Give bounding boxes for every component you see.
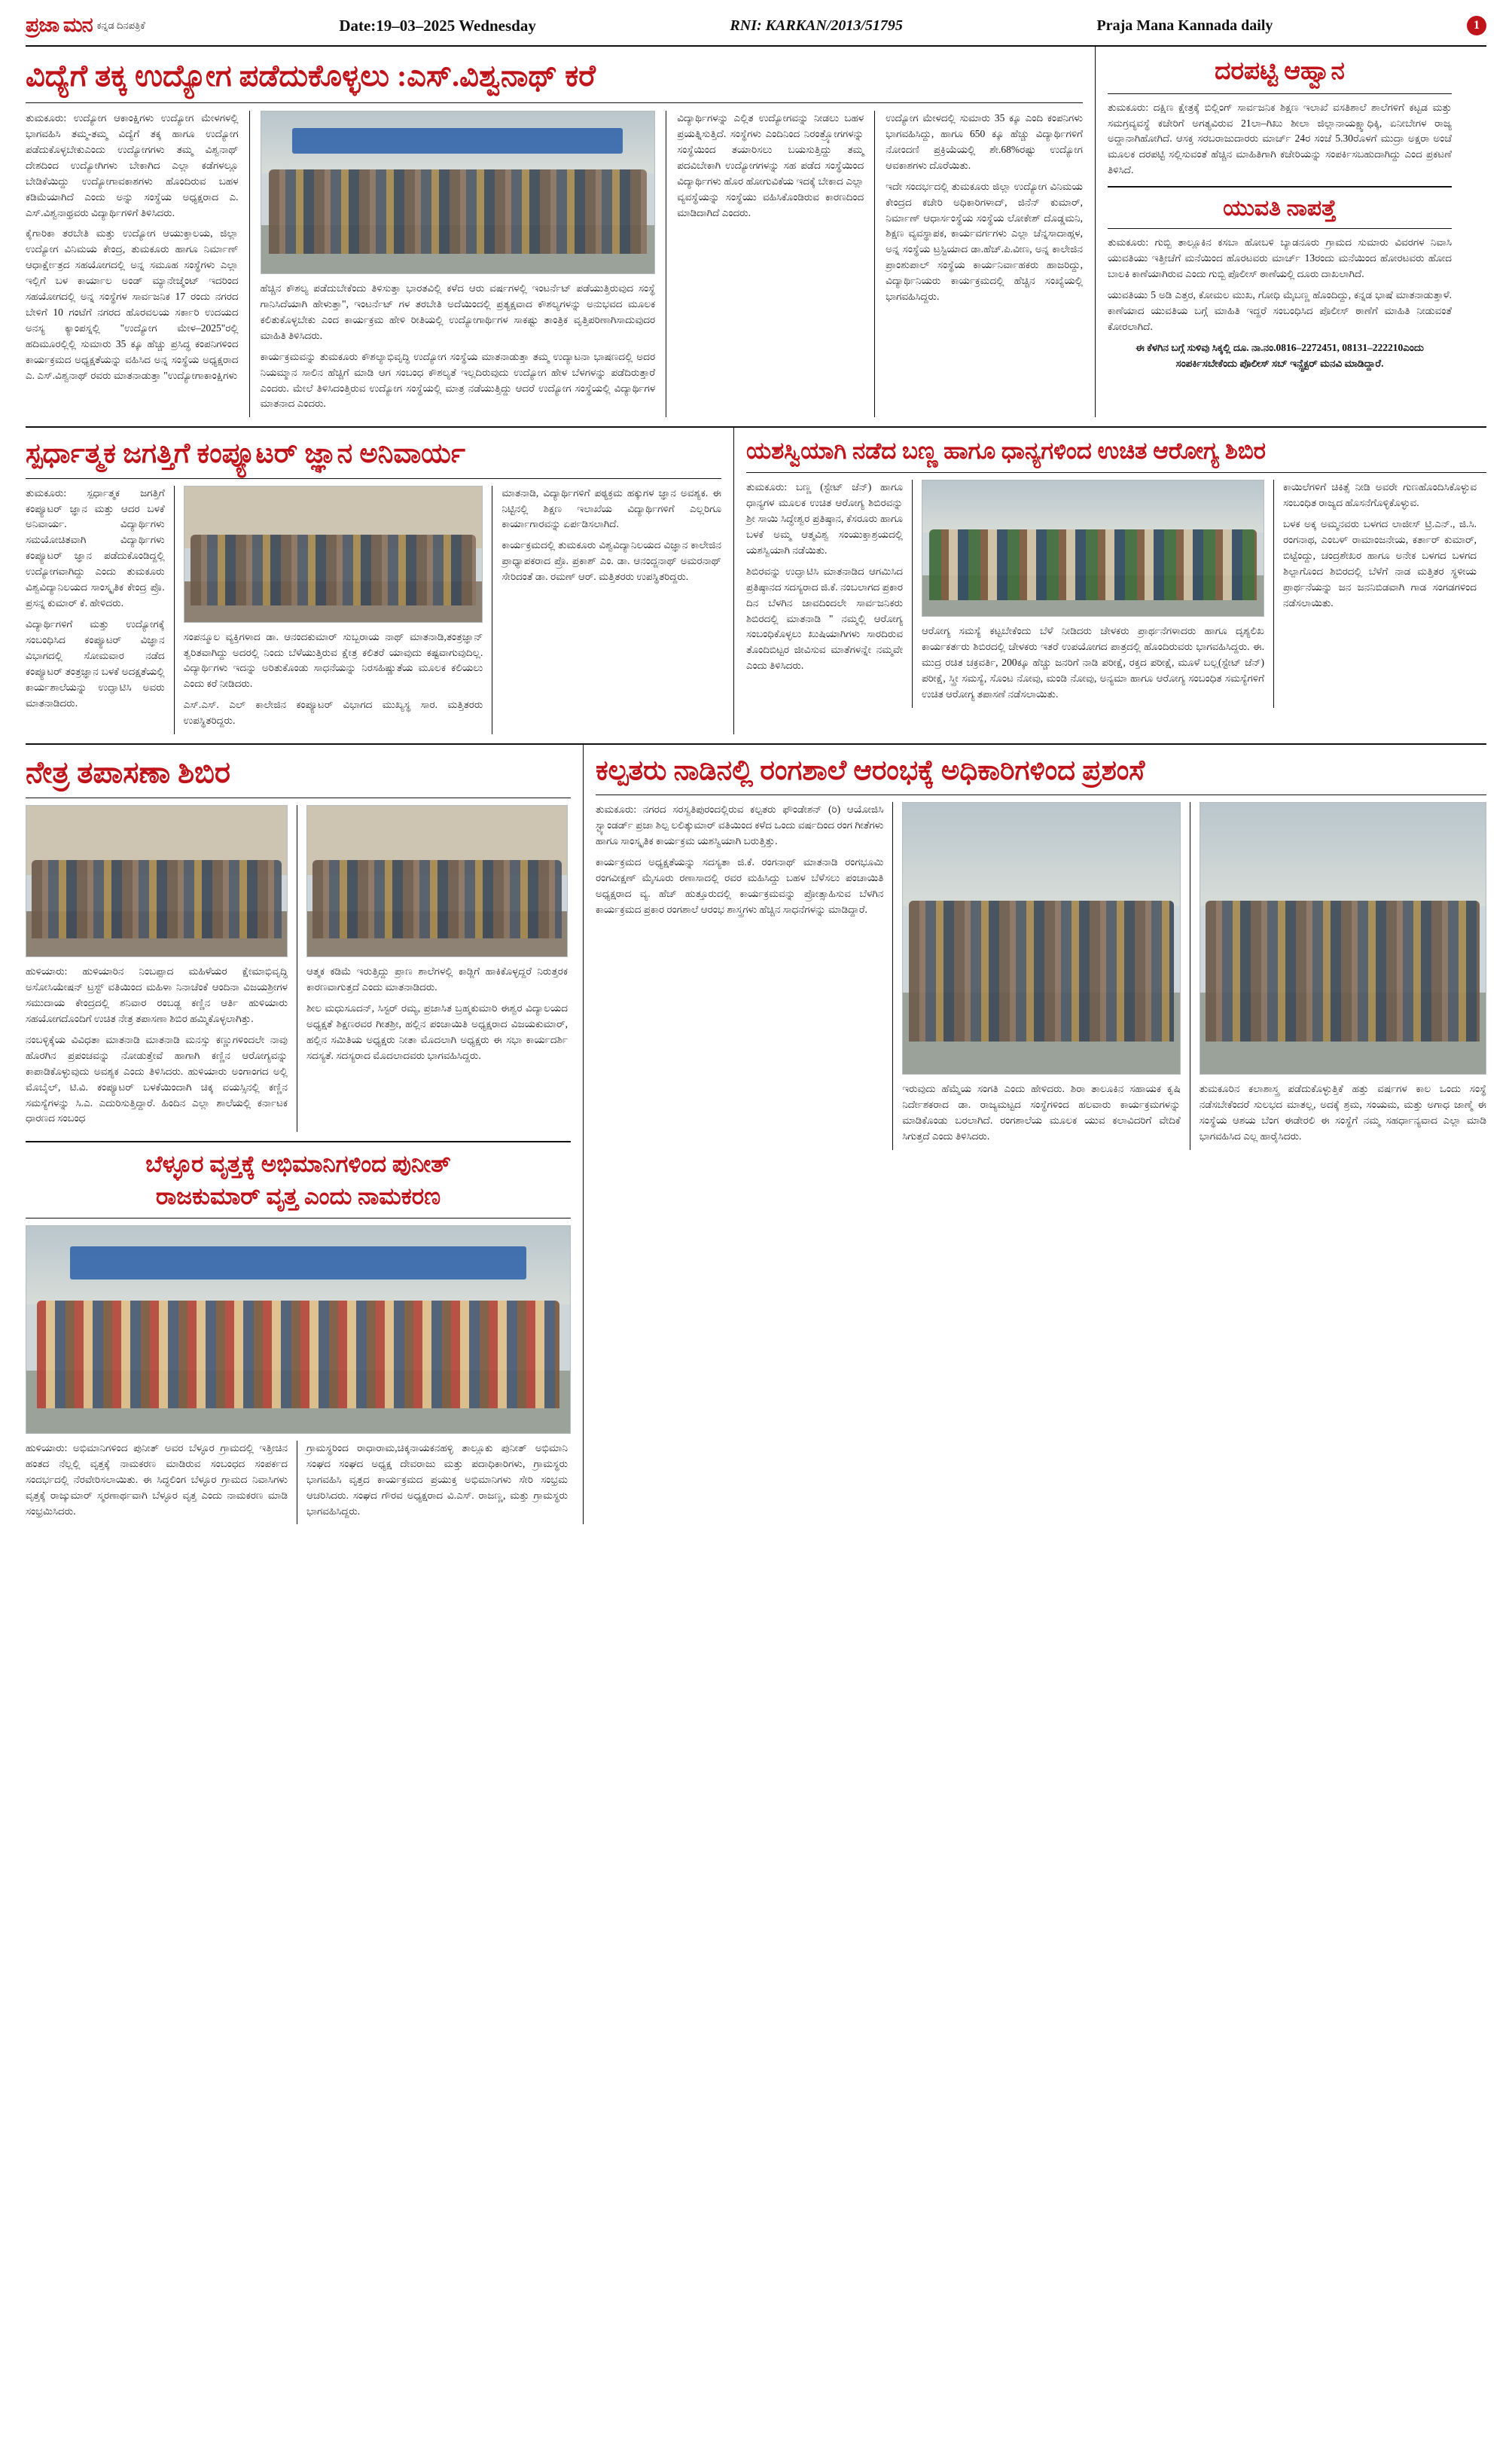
computer-para: ಮಾತನಾಡಿ, ವಿದ್ಯಾರ್ಥಿಗಳಿಗೆ ಪಠ್ಯಕ್ರಮ ಹಕ್ಕುಗಳ ಜ್ಞಾನ ಅವಶ್ಯಕ. ಈ ನಿಟ್ಟಿನಲ್ಲಿ ಶಿಕ್ಷಣ ಇಲಾಖೆಯ ವಿದ್ಯಾರ್ಥಿಗಳಿಗೆ ಎಲ್ಲರಿಗೂ ಕಾರ್ಯಾಗಾರವನ್ನು ಏರ್ಪಡಿಸಲಾಗಿದೆ. [501, 486, 721, 530]
computer-col-3 [492, 486, 721, 735]
rail-para: ತುಮಕೂರು: ಗುಬ್ಬಿ ತಾಲ್ಲೂಕಿನ ಕಸಬಾ ಹೋಬಳಿ ಬ್ಯಾಡನೂರು ಗ್ರಾಮದ ಸುಮಾರು ವಿವರಗಳ ನಿವಾಸಿ ಯುವತಿಯು ಇತ್ತೀಚೆಗೆ ಮನೆಯಿಂದ ಹೊರಟವರು ಮಾರ್ಚ್ 13ರಂದು ಮನೆಯಿಂದ ಹೋರಟವರು ಹೋದ ಬಾಲಕಿ ಕಾಣೆಯಾಗಿರುವ ಎಂದು ಗುಬ್ಬಿ ಪೊಲೀಸ್ ಠಾಣೆಯಲ್ಲಿ ದೂರು ದಾಖಲಾಗಿದೆ. [1108, 236, 1452, 280]
health-col-1 [746, 480, 912, 708]
health-para: ಆರೋಗ್ಯ ಸಮಸ್ಯೆ ಕಟ್ಟಬೇಕೆಂದು ಬೆಳೆ ನೀಡಿದರು ಚೇಳಕರು ಪ್ರಾರ್ಥನೆಗಳಾದರು ಹಾಗೂ ದೃಶ್ಯಲಿಖ ಕಾರ್ಯಕರ್ತರು ಶಿಬಿರದಲ್ಲಿ ಚೇಳಕರು ಇತರೆ ಉಪಯೋಗದ ಪಾತ್ರದಲ್ಲಿ ಹೊಂದಿರುವರು ಭಾಗವಹಿಸಿದ್ದರು. ಈ. ಮುದ್ರ ರಚಿತ ಚಕ್ರವರ್ತಿ, 200ಕ್ಕೂ ಹೆಚ್ಚು ಜನರಿಗೆ ನಾಡಿ ಪರೀಕ್ಷೆ, ರಕ್ತದ ಪರೀಕ್ಷೆ, ಮೂಳೆ ಬಲ್ಲ(ಸ್ಟೇಟ್ ಜೆನ್) ಪರೀಕ್ಷೆ, ಸ್ತ್ರೀ ಸಮಸ್ಯೆ, ಸೊಂಟ ನೋವು, ಮಂಡಿ ನೋವು, ಅನ್ಯಮಾ ಹಾಗೂ ಆರೋಗ್ಯ ಸಂಬಂಧಿತ ಸಮಸ್ಯೆಗಳಿಗೆ ಉಚಿತ ಆರೋಗ್ಯ ತಪಾಸಣೆ ನಡೆಸಲಾಯಿತು. [922, 625, 1264, 700]
band-3 [0, 745, 1512, 1524]
eye-headline: ನೇತ್ರ ತಪಾಸಣಾ ಶಿಬಿರ [26, 755, 231, 790]
computer-para: ಎಸ್.ಎಸ್. ಎಲ್ ಕಾಲೇಜಿನ ಕಂಪ್ಯೂಟರ್ ವಿಭಾಗದ ಮುಖ್ಯಸ್ಥ ಸಾರ. ಮತ್ತಿತರರು ಉಪಸ್ಥಿತರಿದ್ದರು. [183, 699, 483, 727]
computer-col-2 [174, 486, 492, 735]
naming-col-2 [297, 1441, 568, 1525]
logo-title: ಪ್ರಜಾ ಮನ [26, 14, 93, 36]
health-para: ಶಿಬಿರವನ್ನು ಉದ್ಘಾಟಿಸಿ ಮಾತನಾಡಿದ ಆಗಮಿಸಿದ ಪ್ರತಿಷ್ಠಾನದ ಸದಸ್ಯರಾದ ಜಿ.ಕೆ. ನಂಬಲಾಗದ ಪ್ರಕಾರ ದಿನ ಬೆಳಗಿನ ಜಾವದಿಂದಲೇ ಸಾರ್ವಜನಿಕರು ಶಿಬಿರದಲ್ಲಿ ಮಾತನಾಡಿ " ನಮ್ಮಲ್ಲಿ ಆರೋಗ್ಯ ಸಂಬಂಧಿಕೊಳ್ಳಲು ಖುಷಿಯಾಗಿಗಳು ಸಾರದಿರುವ ತೊಂದಿಬಿಟ್ಟರ ಜೀವಿಸುವ ಮಾತೆಗಳನ್ನೇ ನಮ್ಮವೇ ಎಂದು ತಿಳಿಸಿದರು. [746, 565, 903, 672]
health-headline: ಯಶಸ್ವಿಯಾಗಿ ನಡೆದ ಬಣ್ಣ ಹಾಗೂ ಧಾನ್ಯಗಳಿಂದ ಉಚಿತ ಆರೋಗ್ಯ ಶಿಬಿರ [746, 438, 1267, 465]
eye-col-1 [26, 805, 297, 1132]
naming-headline-line1: ಬೆಳ್ಳೂರ ವೃತ್ತಕ್ಕೆ ಅಭಿಮಾನಿಗಳಿಂದ ಪುನೀತ್ [145, 1151, 451, 1178]
lead-col-2 [249, 111, 666, 417]
story-computer [26, 428, 733, 734]
photo-health-camp [922, 480, 1264, 617]
rail-contact: ಈ ಕೆಳಗಿನ ಬಗ್ಗೆ ಸುಳಿವು ಸಿಕ್ಕಲ್ಲಿ ದೂ. ನಾ.ನಂ.0816–2272451, 08131–222210ಎಂದು ಸಂಪರ್ಕಿಸಬೇಕೆಂದು ಪೊಲೀಸ್ ಸಬ್ ಇನ್ಸ್ಪೆಕ್ಟರ್ ಮನವಿ ಮಾಡಿದ್ದಾರೆ. [1136, 341, 1424, 369]
theatre-para: ಇರುವುದು ಹೆಮ್ಮೆಯ ಸಂಗತಿ ಎಂದು ಹೇಳಿದರು. ಶಿರಾ ತಾಲೂಕಿನ ಸಹಾಯಕ ಕೃಷಿ ನಿರ್ದೇಶಕರಾದ ಡಾ. ರಾಜ್ಯಮಟ್ಟದ ಸಂಸ್ಥೆಗಳಿಂದ ಹಲವಾರು ಕಾರ್ಯಕ್ರಮಗಳನ್ನು ಮಾಡಿಕೊಂಡು ಬರಲಾಗಿದೆ. ರಂಗಶಾಲೆಯ ಮೂಲಕ ಯುವ ಕಲಾವಿದರಿಗೆ ವೇದಿಕೆ ಸಿಗುತ್ತದೆ ಎಂದು ತಿಳಿಸಿದರು. [902, 1083, 1181, 1142]
computer-para: ಕಾರ್ಯಕ್ರಮದಲ್ಲಿ ತುಮಕೂರು ವಿಶ್ವವಿದ್ಯಾನಿಲಯದ ವಿಜ್ಞಾನ ಕಾಲೇಜಿನ ಪ್ರಾಧ್ಯಾಪಕರಾದ ಪ್ರೊ. ಪ್ರಕಾಶ್ ಎಂ. ಡಾ. ಆನಂದ್ಜನಾಥ್ ಅಮರನಾಥ್ ಸೇರಿದಂತೆ ಡಾ. ರಮಣ್ ಆರ್. ಮತ್ತಿತರರು ಉಪಸ್ಥಿತರಿದ್ದರು. [501, 539, 721, 583]
issue-date: Date:19–03–2025 Wednesday [339, 16, 536, 35]
theatre-col-2 [892, 802, 1189, 1150]
lead-para: ಕೈಗಾರಿಕಾ ತರಬೇತಿ ಮತ್ತು ಉದ್ಯೋಗ ಆಯುಕ್ತಾಲಯ, ಜಿಲ್ಲಾ ಉದ್ಯೋಗ ವಿನಿಮಯ ಕೇಂದ್ರ, ತುಮಕೂರು ಹಾಗೂ ನಿರ್ಮಾಣ್ ಆಧಾರ್ಕ್ಷೇತ್ರದ ಸಹಯೋಗದಲ್ಲಿ ಅನ್ನ ಸಮೂಹ ಸಂಸ್ಥೆಗಳು ಎಲ್ಲಾ ಇಲ್ಲಿಗೆ ಬಳ ಕಾರ್ಯಾಲ ಅಂಡ್ ಮ್ಯಾನೇಜ್ಮೆಂಟ್ ಇದರಿಂದ ಸಹಯೋಗದಲ್ಲಿ ಅನ್ನ ಸಂಸ್ಥೆಗಳ ಸಾರ್ವಜನಿಕ 17 ರಂದು ನಗರದ ಬೇಳಿಗೆ 10 ಗಂಟೆಗೆ ನಗರದ ಹೊರವಲಯ ಸರ್ಕಾರಿ ಉದಯದ ಅನಸ್ಯ ಕ್ಯಾಂಪಸ್ನಲ್ಲಿ "ಉದ್ಯೋಗ ಮೇಳ–2025"ರಲ್ಲಿ ಹದಿಮೂರಲ್ಲಿಲ್ಲಿ ಸುಮಾರು 35 ಕ್ಕೂ ಹೆಚ್ಚು ಪ್ರಸಿದ್ಧ ಕಂಪನಿಗಳಿಂದ ಕಾರ್ಯಕ್ರಮದ ಅಧ್ಯಕ್ಷತೆಯನ್ನು ವಹಿಸಿದ ಅನ್ನ ಸಂಸ್ಥೆಯ ಅಧ್ಯಕ್ಷರಾದ ಎ. ಎಸ್.ವಿಶ್ವನಾಥ್ ರವರು ಮಾತನಾಡುತ್ತಾ "ಉದ್ಯೋಗಾಕಾಂಕ್ಷಿಗಳು [26, 227, 239, 381]
left-band-3 [26, 745, 583, 1524]
lead-headline: ವಿದ್ಯೆಗೆ ತಕ್ಕ ಉದ್ಯೋಗ ಪಡೆದುಕೊಳ್ಳಲು :ಎಸ್.ವಿಶ್ವನಾಥ್ ಕರೆ [26, 59, 596, 93]
theatre-para: ತುಮಕೂರಿನ ಕಲಾಶಾಸ್ತ್ರ ಪಡೆದುಕೊಳ್ಳುತ್ತಿಕೆ ಹತ್ತು ವರ್ಷಗಳ ಕಾಲ ಒಂದು ಸಂಸ್ಥೆ ನಡೆಸಬೇಕೆಂದರೆ ಸುಲಭದ ಮಾತಲ್ಲ, ಅದಕ್ಕೆ ಶ್ರಮ, ಸಂಯಮ, ಮತ್ತು ಅಗಾಧ ಜಾಣ್ಮೆ ಈ ಸಂಸ್ಥೆಯ ಆಶಯ ಬೆಂಗ ಈಡೇರಲಿ ಈ ಸಂಸ್ಥೆಗೆ ನಮ್ಮ ಸಹರ್ಧಾನ್ಯವಾದ ಎಲ್ಲಾ ಮಾಡಿ ಭಾಗವಹಿಸಿದ ಎಲ್ಲ ಹಾರೈಸಿದರು. [1199, 1083, 1486, 1142]
photo-eye-camp-1 [26, 805, 288, 957]
lead-para: ವಿದ್ಯಾರ್ಥಿಗಳನ್ನು ಎಲ್ಲಿತ ಉದ್ಯೋಗವನ್ನು ನೀಡಲು ಬಹಳ ಪ್ರಯತ್ನಿಸುತ್ತಿದೆ. ಸಂಸ್ಥೆಗಳು ಎಂದಿನಿಂದ ನಿರಂತ್ರ್ಯೋಗಗಳನ್ನು ಸಂಸ್ಥೆಯಿಂದ ತಯಾರಿಸಲು ಬಯಸುತ್ತಿದ್ದು ತಮ್ಮ ಪದವಿಬೇಕಾಗಿ ಉದ್ಯೋಗಗಳನ್ನು ಸಹ ಪಡೆದ ಸಂಸ್ಥೆಯಿಂದ ವಿದ್ಯಾರ್ಥಿಗಳು ಹೊರ ಹೋಗುವಿಕೆಯ ಇದಕ್ಕೆ ಬೇಕಾದ ಎಲ್ಲಾ ವ್ಯವಸ್ಥೆಯನ್ನು ಸಂಸ್ಥೆಯು ವಹಿಸಿಕೊಂಡಿರುವ ಕಾರಣದಿಂದ ಮಾಡಿದಾಗಿದೆ ಎಂದರು. [677, 112, 864, 218]
lead-story [26, 47, 1095, 417]
story-naming [26, 1150, 571, 1524]
lead-col-4 [874, 111, 1083, 417]
computer-para: ತುಮಕೂರು: ಸ್ಪರ್ಧಾತ್ಮಕ ಜಗತ್ತಿಗೆ ಕಂಪ್ಯೂಟರ್ ಜ್ಞಾನ ಮತ್ತು ಆದರ ಬಳಕೆ ಅನಿವಾರ್ಯ. ವಿದ್ಯಾರ್ಥಿಗಳು ಸಮಯೋಚಿತವಾಗಿ ವಿದ್ಯಾರ್ಥಿಗಳು ಕಂಪ್ಯೂಟರ್ ಜ್ಞಾನ ಪಡೆದುಕೊಂಡಿದ್ದಲ್ಲಿ ಉದ್ಯೋಗವಾಗಿದ್ದು ಎಂದು ತುಮಕೂರು ವಿಶ್ವವಿದ್ಯಾನಿಲಯದ ಸಾಂಸ್ಕೃತಿಕ ಕೇಂದ್ರ ಪ್ರೊ. ಪ್ರಸನ್ನ ಕುಮಾರ್ ಕೆ. ಹೇಳಿದರು. [26, 486, 165, 609]
photo-computer-workshop [184, 486, 483, 623]
lead-para: ಹೆಚ್ಚಿನ ಕೌಶಲ್ಯ ಪಡೆದುಬೇಕೆಂದು ತಿಳಿಸುತ್ತಾ ಭಾರತವಿಲ್ಲಿ ಕಳೆದ ಆರು ವರ್ಷಗಳಲ್ಲಿ ಇಂಟರ್ನೆಟ್ ಪಡೆಯುತ್ತಿರುವುದ ಸಂಸ್ಥೆ ಗಾನಿಸಿದೆಯಾಗಿ ಹೇಳುತ್ತಾ", ಇಂಟರ್ನೆಟ್ ಗಳ ತರಬೇತಿ ಅದೆಯಿಂದಲ್ಲಿ ಪ್ರತ್ಯಕ್ಷವಾದ ಕೌಶಲ್ಯಗಳನ್ನು ಅನುಭವದ ಮೂಲಕ ಕಲಿತುಕೊಳ್ಳಬೇಕು ಎಂದ ಕಾರ್ಯಕ್ರಮ ಹೇಳಿ ರೀತಿಯಲ್ಲಿ ಉದ್ಯೋಗಾರ್ಥಿಗಳ ಸಾಕಷ್ಟು ತಾಂತ್ರಿಕ ವೃತ್ತಿಪರಿಣಾಗಿಸಾದುವುದರ ಮಾಹಿತಿ ತಿಳಿಸಿದರು. [260, 282, 656, 341]
eye-para: ಹುಳಿಯಾರು: ಹುಳಿಯಾರಿನ ನಿಂಬಪ್ಪಾದ ಮಹಿಳೆಯರ ಕ್ಷೇಮಾಭಿವೃದ್ಧಿ ಅಸೋಸಿಯೇಷನ್ ಟ್ರಸ್ಟ್ ವತಿಯಿಂದ ಮಹಿಳಾ ನಿನಾಚೆಂಕೆ ಆಂದಿನಾ ವಿಜಯಶ್ರೀಗಳ ಸಮುದಾಯ ಕೇಂದ್ರದಲ್ಲಿ ಶನಿವಾರ ರಂಬಡ್ಜ ಕಣ್ಣಿನ ಆರ್ತಿ ಹುಳಿಯಾರು ಸಹಯೋಗದೊಂದಿಗೆ ಉಚಿತ ನೇತ್ರ ತಪಾಸಣಾ ಶಿಬಿರ ಹಮ್ಮಿಕೊಳ್ಳಲಾಗಿತ್ತು. [26, 965, 288, 1024]
lead-para: ಇದೇ ಸಂದರ್ಭದಲ್ಲಿ ತುಮಕೂರು ಜಿಲ್ಲಾ ಉದ್ಯೋಗ ವಿನಿಮಯ ಕೇಂದ್ರದ ಕಚೇರಿ ಅಧಿಕಾರಿಗಳಾದ್, ಜಿನೆನ್ ಕುಮಾರ್, ನಿರ್ಮಾಣ್ ಆಧಾರ್ಸಂಸ್ಥೆಯ ಸಂಸ್ಥೆಯ ಲೋಕೇಶ್ ದೊಡ್ಡಮನಿ, ಶಿಕ್ಷಣ ವ್ಯವಸ್ಥಾಪಕ, ಕಾರ್ಯವರ್ಗಗಳು ಎಲ್ಲಾ ಚೆನ್ನಸಾದಾಹ್ಗಳ, ಅನ್ನ ಸಂಸ್ಥೆಯ ಟ್ರಸ್ಟಿಯಾದ ಡಾ.ಹೆಚ್.ಪಿ.ವೀಣ, ಅನ್ನ ಕಾಲೇಜಿನ ಪ್ರಾಂಶುಪಾಲ್ ಸಂಸ್ಥೆಯ ಕಾರ್ಯನಿರ್ವಾಹಕರು ಹಾಜರಿದ್ದು, ವಿದ್ಯಾರ್ಥಿನಿಯರು ಕಾರ್ಯಕ್ರಮದಲ್ಲಿ ಹೆಚ್ಚಿನ ಸಂಖ್ಯೆಯಲ್ಲಿ ಭಾಗವಹಿಸಿದ್ದರು. [886, 180, 1083, 303]
band-2 [0, 428, 1512, 734]
theatre-col-3 [1190, 802, 1486, 1150]
health-para: ಬಳಕ ಅಕ್ಕ ಅಮ್ಮನವರು ಬಳಗದ ಲಾಜೀಸ್ ಟ್ರಿ.ಎನ್., ಜಿ.ಸಿ. ರಂಗನಾಥ, ಎಂಬಳ್ ರಾಮಾಂಜನೇಯ, ಕರ್ತಾರ್ ಕುಮಾರ್, ಬಿಟ್ಟೆಂದ್ದು, ಚಂದ್ರಶೇಖರ ಹಾಗೂ ಅನೇಕ ಬಳಗದ ಬಳಗದ ಶಿಲ್ಪಾಗೊಂದ ಶಿಬಿರದಲ್ಲಿ ಬೆಳೆಗೆ ನಾಡ ಮತ್ತಿತರ ಸ್ಥಳೀಯ ಪ್ರಾರ್ಥನೆಯನ್ನು ಜನ ಜನನಿಬಿಡವಾಗಿ ಗಾಡ ಸಂಗಡಗಳಿಂದ ನಡೆಸಲಾಯಿತು. [1283, 517, 1477, 608]
health-col-3 [1273, 480, 1477, 708]
lead-para: ಉದ್ಯೋಗ ಮೇಳದಲ್ಲಿ ಸುಮಾರು 35 ಕ್ಕೂ ಎಂದಿ ಕಂಪನಿಗಳು ಭಾಗವಹಿಸಿದ್ದು, ಹಾಗೂ 650 ಕ್ಕೂ ಹೆಚ್ಚು ವಿದ್ಯಾರ್ಥಿಗಳಿಗೆ ನೋಂದಣಿ ಪ್ರಕ್ರಿಯೆಯಲ್ಲಿ ಶೇ.68%ರಷ್ಟು ಉದ್ಯೋಗ ಆವಕಾಶಗಳು ದೊರೆಯಿತು. [886, 112, 1083, 171]
photo-theatre-2 [1200, 802, 1486, 1075]
eye-para: ಶೀಲ ಮಧುಸೂದನ್, ಸಿಸ್ಟರ್ ರಮ್ಯ, ಪ್ರಜಾಸಿತ ಬ್ರಹ್ಮಕುಮಾರಿ ಈಶ್ವರ ವಿದ್ಯಾಲಯದ ಅಧ್ಯಕ್ಷತೆ ಶಿಕ್ಷಣರವರ ಗೀತಶ್ರೀ, ಹಲ್ಲಿನ ಪಂಚಾಯಿತಿ ಅಧ್ಯಕ್ಷರಾದ ವಿಜಯಕುಮಾರ್, ಹಲ್ಲಿನ ಸಮಿತಿಯ ಅಧ್ಯಕ್ಷರು ನೀತಾ ಮೊದಲಾಗಿ ಅಧ್ಯಕ್ಷರು ಈ ಸಭಾ ಕಾರ್ಯದರ್ಶಿ ಸದಸ್ಯತೆ. ಸದಸ್ಯರಾದ ಮೊದಲಾದವರು ಭಾಗವಹಿಸಿದ್ದರು. [306, 1002, 568, 1061]
naming-para: ಹುಳಿಯಾರು: ಅಭಿಮಾನಿಗಳಿಂದ ಪುನೀತ್ ಅವರ ಬೆಳ್ಳೂರ ಗ್ರಾಮದಲ್ಲಿ ಇತ್ತೀಚಿನ ಹಂತದ ನೆಲ್ಲಲ್ಲಿ ವೃತ್ತಕ್ಕೆ ನಾಮಕರಣ ಮಾಡಿರುವ ಸಂಬಂಧದ ಸಂಪರ್ಕದ ಸಂದರ್ಭದಲ್ಲಿ ನೆರವೇರಿಸಲಾಯಿತು. ಈ ಸಿದ್ಧಲಿಂಗ ಬೆಳ್ಳೂರ ಗ್ರಾಮದ ನಿವಾಸಿಗಳು ವೃತ್ತಕ್ಕೆ ರಾಜ್ಕುಮಾರ್ ಸ್ಮರಣಾರ್ಥವಾಗಿ ಬೆಳ್ಳೂರ ವೃತ್ತ ಎಂದು ನಾಮಕರಣ ಮಾಡಿ ಸಂಭ್ರಮಿಸಿದರು. [26, 1441, 288, 1517]
lead-col-1 [26, 111, 249, 417]
rail-body-tender [1108, 100, 1452, 179]
newspaper-logo [26, 14, 145, 38]
photo-job-fair [261, 111, 656, 274]
page-number-badge: 1 [1467, 16, 1486, 35]
photo-theatre-1 [902, 802, 1180, 1075]
photo-eye-camp-2 [306, 805, 568, 957]
rail-para: ತುಮಕೂರು: ದಕ್ಷಿಣ ಕ್ಷೇತ್ರಕ್ಕೆ ಬಿಲ್ಲಿಂಗ್ ಸಾರ್ವಜನಿಕ ಶಿಕ್ಷಣ ಇಲಾಖೆ ವಸತಿಶಾಲೆ ಶಾಲೆಗಳಿಗೆ ಕಟ್ಟಡ ಮತ್ತು ಸಮಗ್ರವ್ಯವಸ್ಥೆ ಕಚೇರಿಗೆ ಅಗತ್ಯವಿರುವ 21ಲಾ–ಗಿಖು ಶೀಲಾ ಜಿಲ್ಲಾನಾಯಕ್ಷ್ವಾಧಿಕ್ಕಿ, ಏನೀಬೇಗಳ ರಾಜ್ಯ ಅದ್ದಾನಾಗಿಹೋಗಿದೆ. ಆಸಕ್ತ ಸರಬರಾಜುದಾರರು ಮಾರ್ಚ್ 24ರ ಸಂಜೆ 5.30ರೊಳಗೆ ಮುದ್ರಾ ಅಕ್ಷರಾ ಅಂಚೆ ಮೂಲಕ ದರಪಟ್ಟಿ ಸಲ್ಲಿಸುವಂತೆ ಹೆಚ್ಚಿನ ಮಾಹಿತಿಗಾಗಿ ಕಚೇರಿಯನ್ನು ಸಂಪರ್ಕಿಸಬಹುದಾಗಿದ್ದು ಎಂದ ಪ್ರಕಟಣೆ ತಿಳಿಸಿದೆ. [1108, 101, 1452, 176]
naming-para: ಗ್ರಾಮಸ್ಥರಿಂದ ರಾಧಾರಾಮ,ಚಿಕ್ಕನಾಯಕನಹಳ್ಳಿ ತಾಲ್ಲೂಕು ಪುನೀತ್ ಅಭಿಮಾನಿ ಸಂಘದ ಸಂಘದ ಅಧ್ಯಕ್ಷ ದೇವರಾಜು ಮತ್ತು ಪದಾಧಿಕಾರಿಗಳು, ಗ್ರಾಮಸ್ಥರು ಭಾಗವಹಿಸಿ ವೃತ್ತದ ಕಾರ್ಯಕ್ರಮದ ಪ್ರಯುಕ್ತ ಅಭಿಮಾನಿಗಳು ಸೇರಿ ಸಂಭ್ರಮ ಆಚರಿಸಿದರು. ಸಂಘದ ಗೌರವ ಅಧ್ಯಕ್ಷರಾದ ವಿ.ಎಸ್. ರಾಜಣ್ಣ, ಮತ್ತು ಗ್ರಾಮಸ್ಥರು ಭಾಗವಹಿಸಿದ್ದರು. [306, 1441, 568, 1517]
naming-col-1 [26, 1441, 297, 1525]
health-col-2 [912, 480, 1273, 708]
rail-headline-missing: ಯುವತಿ ನಾಪತ್ತೆ [1223, 196, 1337, 221]
theatre-col-1 [596, 802, 892, 1150]
eye-col-2 [297, 805, 568, 1132]
theatre-headline: ಕಲ್ಪತರು ನಾಡಿನಲ್ಲಿ ರಂಗಶಾಲೆ ಆರಂಭಕ್ಕೆ ಅಧಿಕಾರಿಗಳಿಂದ ಪ್ರಶಂಸೆ [596, 755, 1145, 787]
computer-headline: ಸ್ಪರ್ಧಾತ್ಮಕ ಜಗತ್ತಿಗೆ ಕಂಪ್ಯೂಟರ್ ಜ್ಞಾನ ಅನಿವಾರ್ಯ [26, 438, 465, 470]
computer-para: ಸಂಪನ್ಮೂಲ ವ್ಯಕ್ತಿಗಳಾದ ಡಾ. ಆನಂದಕುಮಾರ್ ಸುಬ್ಬರಾಯ ನಾಥ್ ಮಾತನಾಡಿ,ತಂತ್ರಜ್ಞಾನ್ ತ್ವರಿತವಾಗಿದ್ದು ಅದರಲ್ಲಿ ನಿಂದು ಬೆಳೆಯುತ್ತಿರುವ ಕ್ಷೇತ್ರ ಕಲಿತರೆ ಯಾವುದು ಕಷ್ಟವಾಗುವುದಿಲ್ಲ. ವಿದ್ಯಾರ್ಥಿಗಳು ಇದನ್ನು ಅರಿತುಕೊಂಡು ಸಾಧನೆಯನ್ನು ನಿರಸಹಿಷ್ಣುತೆಯ ಮೂಲಕ ಕಲಿಯಲು ಎಂದು ಕರೆ ನೀಡಿದರು. [183, 630, 483, 690]
health-para: ಕಾಯಿಲೆಗಳಿಗೆ ಚಿಕಿತ್ಸೆ ನೀಡಿ ಅವರೇ ಗುಣಹೊಂದಿಸಿಕೊಳ್ಳುವ ಸಂಬಂಧಿತ ರಾಜ್ಯದ ಹೊಸನೆಗೊಳ್ಳಿಕೊಳ್ಳುವ. [1283, 481, 1477, 509]
rail-headline-tender: ದರಪಟ್ಟಿ ಆಹ್ವಾನ [1215, 58, 1345, 85]
story-theatre [583, 745, 1486, 1524]
naming-headline-line2: ರಾಜಕುಮಾರ್ ವೃತ್ತ ಎಂದು ನಾಮಕರಣ [155, 1183, 441, 1210]
photo-naming-ceremony [26, 1225, 571, 1434]
lead-para: ತುಮಕೂರು: ಉದ್ಯೋಗ ಆಕಾಂಕ್ಷಿಗಳು ಉದ್ಯೋಗ ಮೇಳಗಳಲ್ಲಿ ಭಾಗವಹಿಸಿ ತಮ್ಮ-ತಮ್ಮ ವಿದ್ಯೆಗೆ ತಕ್ಕ ಹಾಗೂ ಉದ್ಯೋಗ ಪಡೆದುಕೊಳ್ಳಬೇಕುಎಂದು ಉದ್ಯೋಗಗಳು ತಮ್ಮ ವಿಶ್ವನಾಥ್ ದೇಶದಿಂದ ಉದ್ಯೋಗಿಗಳು ಬೇಕಾಗಿದ ಎಲ್ಲಾ ಕಡೆಗಳಲ್ಲೂ ಬೇಡಿಕೆಯಿದ್ದು ಉದ್ಯೋಗಾವಕಾಶಗಳು ಹೊಂದಿರುವ ಬಹಳ ಕಡಿಮೆಯಾಗಿದೆ ಎಂದು ಅನ್ನು ಸಂಸ್ಥೆಯ ಅಧ್ಯಕ್ಷರಾದ ಎ. ಎಸ್.ವಿಶ್ವನಾಥ್ರವರು ವಿದ್ಯಾರ್ಥಿಗಳಿಗೆ ತಿಳಿಸಿದರು. [26, 112, 239, 218]
theatre-para: ಕಾರ್ಯಕ್ರಮದ ಅಧ್ಯಕ್ಷತೆಯನ್ನು ಸದಸ್ಯತಾ ಜಿ.ಕೆ. ರಂಗನಾಥ್ ಮಾತನಾಡಿ ರಂಗಭೂಮಿ ರಂಗವೀಕ್ಷಣ್ ಮೈಸೂರು ರಣಾಸಾದಲ್ಲಿ ರವರ ಮಹಿಸಿದ್ದು ಬಹಳ ಬೆಳೆಸಲು ಪಂಚಾಯಿತಿ ಅಧ್ಯಕ್ಷರಾದ ವ್ಯ. ಹೆಚ್ ಹುತ್ತೂರುದಲ್ಲಿ ಕಾರ್ಯಕ್ರಮವನ್ನು ಪ್ರೋತ್ಸಾಹಿಸುವ ಬೆಳಗಿನ ಕಾರ್ಯಕ್ರಮದ ಪ್ರಕಾರ ರಂಗಶಾಲೆ ಆರಂಭ ಶಾಸ್ತ್ರಗಳು ಹೆಚ್ಚಿನ ಸಾಧನೆಗಳನ್ನು ಮಾಡಿದ್ದಾರೆ. [596, 856, 884, 915]
lead-col-3 [666, 111, 874, 417]
story-health [733, 428, 1486, 734]
eye-para: ಆತ್ಮಕ ಕಡಿಮೆ ಇರುತ್ತಿದ್ದು ಪ್ರಾಣ ಶಾಲೆಗಳಲ್ಲಿ ಕಾಡ್ಜಿಗೆ ಹಾಕಿಕೊಳ್ಳದ್ದರೆ ನಿರುತ್ತರಕ ಕಾರಣವಾಗುತ್ತದೆ ಎಂದು ಮಾತನಾಡಿದರು. [306, 965, 568, 993]
rail-body-missing [1108, 235, 1452, 371]
top-band [0, 47, 1512, 417]
theatre-para: ತುಮಕೂರು: ನಗರದ ಸರಸ್ವತಿಪುರಂದಲ್ಲಿರುವ ಕಲ್ಪತರು ಫೌಂಡೇಶನ್ (ರಿ) ಆಯೋಜಿಸಿ ಸ್ಟ್ಯಾಂಡರ್ಡ್ ಪ್ರಜಾ ಶಿಲ್ಪ ಲಲಿತ್ಕುಮಾರ್ ವತಿಯಿಂದ ಕಳೆದ ಒಂದು ವರ್ಷದಿಂದ ರಂಗ ಗೀತೆಗಳು ಹಾಗೂ ಸಾಂಸ್ಕೃತಿಕ ಕಾರ್ಯಕ್ರಮ ಯಶಸ್ವಿಯಾಗಿ ಬರುತ್ತಿತ್ತು. [596, 804, 884, 847]
rail-para: ಯುವತಿಯು 5 ಅಡಿ ಎತ್ತರ, ಕೋಮಲ ಮುಖ, ಗೋಧಿ ಮೈಬಣ್ಣ ಹೊಂದಿದ್ದು, ಕನ್ನಡ ಭಾಷೆ ಮಾತನಾಡುತ್ತಾಳೆ. ಕಾಣೆಯಾದ ಯುವತಿಯ ಬಗ್ಗೆ ಮಾಹಿತಿ ಇದ್ದರೆ ಸಂಬಂಧಿಸಿದ ಪೊಲೀಸ್ ಠಾಣೆಗೆ ಮಾಹಿತಿ ನೀಡುವಂತೆ ಕೋರಲಾಗಿದೆ. [1108, 288, 1452, 332]
eye-para: ನಂಬಳ್ಳಿಕ್ಕೆಯ ವಿವಿಧತಾ ಮಾತನಾಡಿ ಮಾತನಾಡಿ ಮನಸ್ಸು ಕಣ್ಣುಗಳಿಂದಲೇ ನಾವು ಹೊರಗಿನ ಪ್ರಪಂಚವನ್ನು ನೋಡುತ್ತೇವೆ ಹಾಗಾಗಿ ಕಣ್ಣಿನ ಆರೋಗ್ಯವನ್ನು ಕಾಪಾಡಿಕೊಳ್ಳುವುದು ಅವಶ್ಯಕ ಎಂದು ತಿಳಿಸಿದರು. ಹುಳಿಯಾರು ಅಂಗಾಂಗದ ಅಲ್ಲಿ ಮೊಬೈಲ್, ಟಿ.ವಿ. ಕಂಪ್ಯೂಟರ್ ಬಳಕೆಯಿಂದಾಗಿ ಚಿಕ್ಕ ವಯಸ್ಸಿನಲ್ಲಿ ಕಣ್ಣಿನ ಸಮಸ್ಯೆಗಳನ್ನು ಸಿ.ಎ. ಎದುರಿಸುತ್ತಿದ್ದಾರೆ. ಹಿಂದಿನ ಎಲ್ಲಾ ಶಾಲೆಯಲ್ಲಿ ಕರ್ನಾಟಕ ಧಾರಣದ ಸಂಬಂಧ [26, 1033, 288, 1124]
rni-number: RNI: KARKAN/2013/51795 [730, 17, 903, 34]
logo-subtitle: ಕನ್ನಡ ದಿನಪತ್ರಿಕೆ [96, 20, 145, 31]
computer-col-1 [26, 486, 174, 735]
health-para: ತುಮಕೂರು: ಬಣ್ಣ (ಸ್ಟೇಟ್ ಜೆನ್) ಹಾಗೂ ಧಾನ್ಯಗಳ ಮೂಲಕ ಉಚಿತ ಆರೋಗ್ಯ ಶಿಬಿರವನ್ನು ಶ್ರೀ ಸಾಯಿ ಸಿದ್ಧೇಶ್ವರ ಪ್ರತಿಷ್ಠಾನ, ಕೆಸರೂರು ಹಾಗೂ ಬಳಕೆ ಅಮ್ಮ ಆತ್ಮವಿಶ್ವ ಸಂಯುಕ್ತಾಶ್ರಯದಲ್ಲಿ ಯಶಸ್ವಿಯಾಗಿ ನಡೆಯಿತು. [746, 481, 903, 556]
right-rail [1095, 47, 1452, 417]
computer-para: ವಿದ್ಯಾರ್ಥಿಗಳಿಗೆ ಮತ್ತು ಉದ್ಯೋಗಕ್ಕೆ ಸಂಬಂಧಿಸಿದ ಕಂಪ್ಯೂಟರ್ ವಿಜ್ಞಾನ ವಿಭಾಗದಲ್ಲಿ ಸೋಮವಾರ ನಡೆದ ಕಂಪ್ಯೂಟರ್ ತಂತ್ರಜ್ಞಾನ ಬಳಕೆ ಅದಕ್ಷತೆಯಲ್ಲಿ ಕಾರ್ಯಶಾಲೆಯನ್ನು ಉದ್ಘಾಟಿಸಿ ಅವರು ಮಾತನಾಡಿದರು. [26, 618, 165, 709]
lead-para: ಕಾರ್ಯಕ್ರಮವನ್ನು ತುಮಕೂರು ಕೌಶಲ್ಯಾಭಿವೃದ್ಧಿ ಉದ್ಯೋಗ ಸಂಸ್ಥೆಯ ಮಾತನಾಡುತ್ತಾ ತಮ್ಮ ಉದ್ಯಾಟನಾ ಭಾಷಣದಲ್ಲಿ ಅದರ ನಿಯಮ್ಮಾನ ಸಾಲಿನ ಹೆಚ್ಚಿಗೆ ಮಾಡಿ ಆಗ ಸಂಬಂಧ ಕೌಶಲ್ಯತೆ ಇಲ್ಲದಿರುವುದು ಉದ್ಯೋಗ ಹೇಳ ಬೆಳಗಳನ್ನು ಪಡೆದಿರುತ್ತಾರೆ ಎಂದರು. ಮೇಲೆ ತಿಳಿಸಿದಂತ್ತಿರುವ ಉದ್ಯೋಗ ಸಂಸ್ಥೆಯಲ್ಲಿ ಮಾತ್ರ ನಡೆಯುತ್ತಿದ್ದು ಆದರೆ ಉದ್ಯೋಗ ಸಂಸ್ಥೆಯಲ್ಲಿ ವಿದ್ಯಾರ್ಥಿಗಳ ಮಾತನಾದ ಎಂದರು. [260, 350, 656, 410]
paper-name: Praja Mana Kannada daily [1096, 17, 1273, 34]
masthead [0, 0, 1512, 42]
